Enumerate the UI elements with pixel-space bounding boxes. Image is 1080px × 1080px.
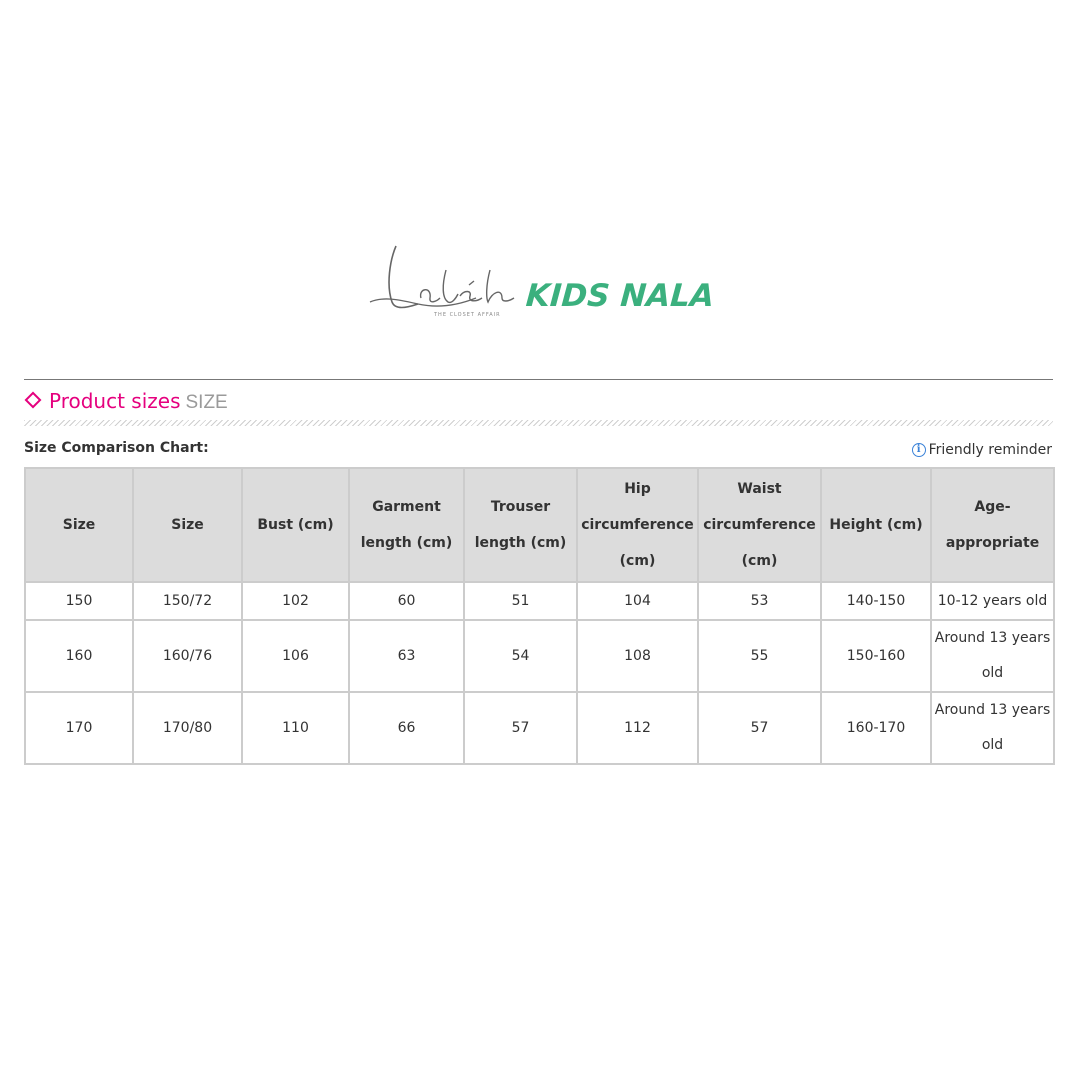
section-header	[24, 389, 228, 419]
table-cell: 102	[242, 582, 349, 620]
table-cell: 150	[25, 582, 133, 620]
section-title: Product sizes	[49, 389, 181, 413]
header-cell: Bust (cm)	[242, 468, 349, 582]
hatched-divider	[24, 420, 1053, 426]
table-cell: 170	[25, 692, 133, 764]
header-cell: Trouser length (cm)	[464, 468, 577, 582]
section-subtitle: SIZE	[185, 392, 228, 413]
kids-nala-logo: KIDS NALA	[524, 278, 716, 314]
table-cell: 54	[464, 620, 577, 692]
header-cell: Height (cm)	[821, 468, 931, 582]
header-cell: Waist circumference (cm)	[698, 468, 821, 582]
table-cell: 160/76	[133, 620, 242, 692]
table-row	[25, 582, 1054, 620]
header-cell: Size	[25, 468, 133, 582]
table-cell: 110	[242, 692, 349, 764]
table-cell: 57	[464, 692, 577, 764]
logo-tagline: THE CLOSET AFFAIR	[434, 312, 501, 318]
table-cell: 140-150	[821, 582, 931, 620]
reminder-label: Friendly reminder	[928, 442, 1052, 458]
table-cell: Around 13 years old	[931, 692, 1054, 764]
table-cell: 160-170	[821, 692, 931, 764]
laleh-script-logo	[366, 240, 526, 322]
table-cell: Around 13 years old	[931, 620, 1054, 692]
table-cell: 57	[698, 692, 821, 764]
table-cell: 60	[349, 582, 464, 620]
chart-label: Size Comparison Chart:	[24, 440, 209, 456]
table-cell: 51	[464, 582, 577, 620]
table-header-row	[25, 468, 1054, 582]
laleh-logo-icon	[366, 240, 526, 322]
size-comparison-table	[24, 467, 1055, 765]
table-cell: 10-12 years old	[931, 582, 1054, 620]
table-cell: 55	[698, 620, 821, 692]
diamond-icon	[25, 392, 42, 409]
table-cell: 106	[242, 620, 349, 692]
top-divider	[24, 379, 1053, 380]
table-cell: 63	[349, 620, 464, 692]
header-cell: Hip circumference (cm)	[577, 468, 698, 582]
table-cell: 104	[577, 582, 698, 620]
table-cell: 150-160	[821, 620, 931, 692]
friendly-reminder[interactable]	[912, 442, 1052, 458]
table-cell: 66	[349, 692, 464, 764]
table-cell: 170/80	[133, 692, 242, 764]
header-cell: Age-appropriate	[931, 468, 1054, 582]
table-row	[25, 692, 1054, 764]
table-cell: 112	[577, 692, 698, 764]
table-cell: 108	[577, 620, 698, 692]
header-cell: Garment length (cm)	[349, 468, 464, 582]
table-row	[25, 620, 1054, 692]
table-cell: 150/72	[133, 582, 242, 620]
table-cell: 53	[698, 582, 821, 620]
info-icon: i	[912, 443, 926, 457]
table-cell: 160	[25, 620, 133, 692]
header-cell: Size	[133, 468, 242, 582]
